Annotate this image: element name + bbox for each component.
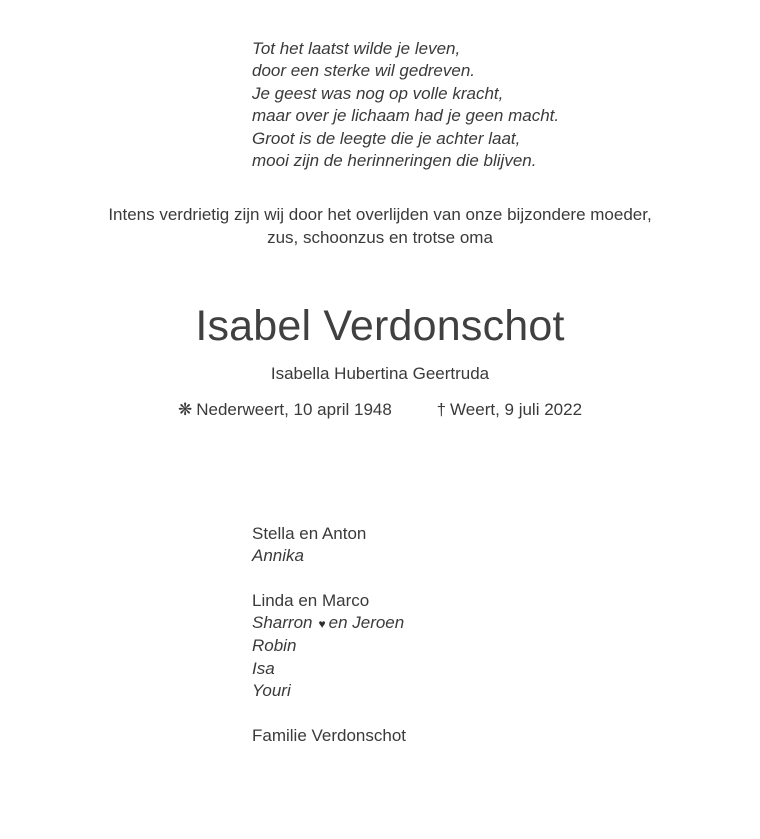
poem-line: maar over je lichaam had je geen macht.	[252, 106, 560, 126]
spacer	[252, 568, 406, 590]
child-partner: en Jeroen	[328, 613, 405, 633]
birth-date: Nederweert, 10 april 1948	[196, 400, 392, 419]
family-list	[252, 523, 406, 747]
life-dates	[0, 399, 760, 421]
death-info	[437, 399, 582, 421]
heart-icon: ♥	[318, 617, 326, 632]
deceased-full-name: Isabella Hubertina Geertruda	[270, 364, 490, 383]
poem	[252, 38, 559, 172]
family-closing: Familie Verdonschot	[252, 725, 407, 745]
child-name: Sharron	[252, 613, 313, 633]
deceased-name: Isabel Verdonschot	[195, 302, 565, 350]
family-child: Robin	[252, 636, 297, 656]
family-child: Annika	[252, 546, 304, 566]
poem-line: Tot het laatst wilde je leven,	[252, 39, 461, 58]
family-parents: Linda en Marco	[252, 590, 370, 610]
birth-star-icon: ❋	[177, 400, 193, 419]
announcement-line: zus, schoonzus en trotse oma	[267, 227, 493, 247]
poem-line: door een sterke wil gedreven.	[252, 61, 476, 81]
family-child: Youri	[252, 681, 291, 701]
announcement-text	[0, 204, 760, 249]
spacer	[252, 702, 406, 724]
death-cross-icon: †	[436, 400, 447, 419]
birth-info	[178, 399, 392, 421]
poem-line: Je geest was nog op volle kracht,	[252, 83, 504, 103]
poem-line: mooi zijn de herinneringen die blijven.	[252, 151, 537, 171]
poem-line: Groot is de leegte die je achter laat,	[252, 128, 521, 148]
death-date: Weert, 9 juli 2022	[450, 400, 583, 419]
family-child	[252, 612, 406, 635]
announcement-line: Intens verdrietig zijn wij door het overlijden van onze bijzondere moeder,	[108, 205, 652, 224]
family-child: Isa	[252, 658, 275, 678]
family-parents: Stella en Anton	[252, 524, 367, 543]
